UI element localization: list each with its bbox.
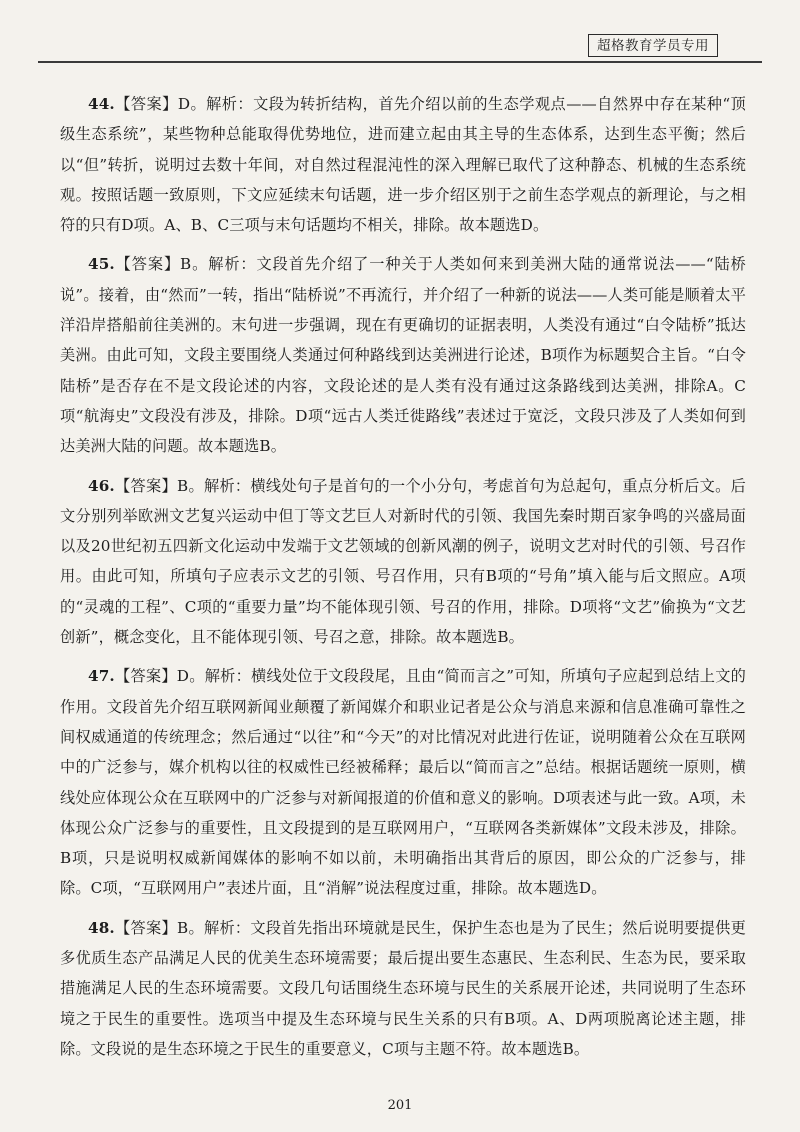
question-number: 46.: [88, 476, 115, 495]
answer-text: 【答案】B。解析：文段首先指出环境就是民生，保护生态也是为了民生；然后说明要提供更多优质生态产品满足人民的优美生态环境需要；最后提出要生态惠民、生态利民、生态为民，要采取措施满足人民的生态环境需要。文段几句话围绕生态环境与民生的关系展开论述，共同说明了生态环境之于民生的重要性。选项当中提及生态环境与民生关系的只有B项。A、D两项脱离论述主题，排除。文段说的是生态环境之于民生的重要意义，C项与主题不符。故本题选B。: [60, 918, 746, 1058]
header-badge: 超格教育学员专用: [588, 34, 718, 57]
page-number: 201: [387, 1098, 413, 1113]
answer-text: 【答案】D。解析：横线处位于文段段尾，且由“简而言之”可知，所填句子应起到总结上文的作用。文段首先介绍互联网新闻业颠覆了新闻媒介和职业记者是公众与消息来源和信息准确可靠性之间权威通道的传统理念；然后通过“以往”和“今天”的对比情况对此进行佐证，说明随着公众在互联网中的广泛参与，媒介机构以往的权威性已经被稀释；最后以“简而言之”总结。根据话题统一原则，横线处应体现公众在互联网中的广泛参与对新闻报道的价值和意义的影响。D项表述与此一致。A项，未体现公众广泛参与的重要性，且文段提到的是互联网用户，“互联网各类新媒体”文段未涉及，排除。B项，只是说明权威新闻媒体的影响不如以前，未明确指出其背后的原因，即公众的广泛参与，排除。C项，“互联网用户”表述片面，且“消解”说法程度过重，排除。故本题选D。: [60, 667, 746, 898]
header-rule: [38, 61, 762, 63]
question-number: 48.: [88, 918, 115, 937]
answer-44: [60, 89, 746, 240]
answer-text: 【答案】B。解析：横线处句子是首句的一个小分句，考虑首句为总起句，重点分析后文。后文分别列举欧洲文艺复兴运动中但丁等文艺巨人对新时代的引领、我国先秦时期百家争鸣的兴盛局面以及20世纪初五四新文化运动中发端于文艺领域的创新风潮的例子，说明文艺对时代的引领、号召作用。由此可知，所填句子应表示文艺的引领、号召作用，只有B项的“号角”填入能与后文照应。A项的“灵魂的工程”、C项的“重要力量”均不能体现引领、号召的作用，排除。D项将“文艺”偷换为“文艺创新”，概念变化，且不能体现引领、号召之意，排除。故本题选B。: [60, 476, 746, 647]
question-number: 45.: [88, 255, 115, 274]
question-number: 47.: [88, 667, 115, 686]
answer-list: [60, 89, 746, 1073]
answer-45: [60, 249, 746, 461]
answer-46: [60, 471, 746, 653]
question-number: 44.: [88, 95, 115, 113]
answer-47: [60, 661, 746, 903]
answer-text: 【答案】D。解析：文段为转折结构，首先介绍以前的生态学观点——自然界中存在某种“顶级生态系统”，某些物种总能取得优势地位，进而建立起由其主导的生态体系，达到生态平衡；然后以“但”转折，说明过去数十年间，对自然过程混沌性的深入理解已取代了这种静态、机械的生态系统观。按照话题一致原则，下文应延续末句话题，进一步介绍区别于之前生态学观点的新理论，与之相符的只有D项。A、B、C三项与末句话题均不相关，排除。故本题选D。: [60, 95, 746, 235]
answer-text: 【答案】B。解析：文段首先介绍了一种关于人类如何来到美洲大陆的通常说法——“陆桥说”。接着，由“然而”一转，指出“陆桥说”不再流行，并介绍了一种新的说法——人类可能是顺着太平洋沿岸搭船前往美洲的。末句进一步强调，现在有更确切的证据表明，人类没有通过“白令陆桥”抵达美洲。由此可知，文段主要围绕人类通过何种路线到达美洲进行论述，B项作为标题契合主旨。“白令陆桥”是否存在不是文段论述的内容，文段论述的是人类有没有通过这条路线到达美洲，排除A。C项“航海史”文段没有涉及，排除。D项“远古人类迁徙路线”表述过于宽泛，文段只涉及了人类如何到达美洲大陆的问题。故本题选B。: [60, 255, 746, 456]
answer-48: [60, 913, 746, 1064]
